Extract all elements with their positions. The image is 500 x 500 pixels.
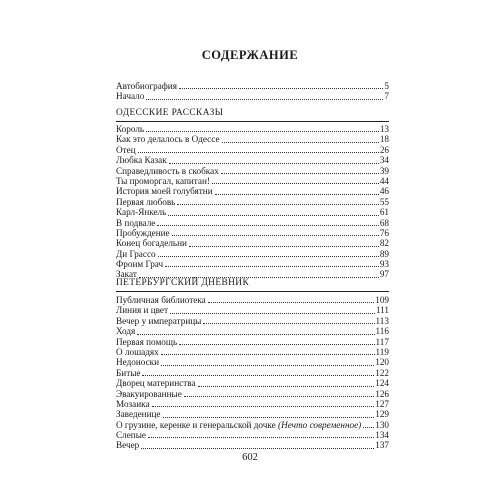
toc-entry-title xyxy=(116,197,175,207)
toc-entry-title xyxy=(116,186,213,196)
toc-entry-page: 61 xyxy=(379,207,389,218)
toc-entry-title-text: Фроим Грач xyxy=(116,259,164,270)
toc-entry-page: 113 xyxy=(375,315,389,326)
dot-leader xyxy=(222,142,379,143)
toc-entry-title xyxy=(116,420,361,430)
toc-entry xyxy=(116,378,389,388)
toc-entry-title xyxy=(116,389,182,399)
toc-entry-title xyxy=(116,134,220,144)
toc-entry-title xyxy=(116,409,161,419)
toc-entry-title-text: Пробуждение xyxy=(116,227,170,238)
toc-entry-title xyxy=(116,347,159,357)
dot-leader xyxy=(161,365,374,366)
toc-entry-title xyxy=(116,228,170,238)
toc-entry-page: 120 xyxy=(375,357,389,368)
toc-entry xyxy=(116,197,389,207)
toc-entry-title xyxy=(116,176,210,186)
section-rule-odessa xyxy=(116,121,389,122)
toc-entry-page: 34 xyxy=(379,155,389,166)
toc-entry-title xyxy=(116,249,156,259)
toc-entry xyxy=(116,347,389,357)
toc-entry-title xyxy=(116,155,167,165)
toc-entry-title-text: Мозаика xyxy=(116,398,150,409)
toc-entry-page: 5 xyxy=(384,81,389,91)
toc-entry-title xyxy=(116,440,139,450)
toc-entry xyxy=(116,357,389,367)
toc-entry-title xyxy=(116,316,201,326)
dot-leader xyxy=(142,375,374,376)
toc-entry-title-text: Начало xyxy=(116,91,145,102)
toc-entry-title-text: Как это делалось в Одессе xyxy=(116,134,220,145)
toc-entry-title-text: Дворец материнства xyxy=(116,378,196,389)
toc-entry-page: 82 xyxy=(379,238,389,249)
dot-leader xyxy=(215,194,379,195)
page-number: 602 xyxy=(242,452,258,463)
toc-entry-title xyxy=(116,295,206,305)
dot-leader xyxy=(146,131,379,132)
toc-entry-title xyxy=(116,399,150,409)
toc-entry-title-text: Справедливость в скобках xyxy=(116,165,219,176)
toc-entry-title-text: Слепые xyxy=(116,430,146,441)
toc-entry-title xyxy=(116,378,196,388)
toc-entry-page: 26 xyxy=(379,144,389,155)
toc-entry-page: 39 xyxy=(379,165,389,176)
toc-entry-title-text: Король xyxy=(116,124,145,134)
toc-entry-title-text: Эвакуированные xyxy=(116,388,182,399)
toc-entry-page: 116 xyxy=(375,326,389,337)
toc-entry-title xyxy=(116,145,136,155)
toc-entry xyxy=(116,218,389,228)
toc-entry-title xyxy=(116,430,146,440)
toc-entry-title-text: Линия и цвет xyxy=(116,305,169,316)
odessa-entries xyxy=(116,124,389,280)
toc-entry xyxy=(116,420,389,430)
dot-leader xyxy=(177,204,378,205)
toc-entry-page: 89 xyxy=(379,248,389,259)
toc-entry-page: 111 xyxy=(375,305,389,316)
toc-entry-page: 76 xyxy=(379,227,389,238)
toc-entry-title xyxy=(116,124,144,134)
section-rule-petersburg xyxy=(116,291,389,292)
dot-leader xyxy=(179,344,374,345)
toc-entry xyxy=(116,305,389,315)
toc-entry-title-text: Битые xyxy=(116,367,141,378)
toc-entry-title-text: Автобиография xyxy=(116,81,177,91)
toc-entry-title xyxy=(116,368,140,378)
toc-entry-page: 18 xyxy=(379,134,389,145)
toc-entry xyxy=(116,316,389,326)
dot-leader xyxy=(189,246,379,247)
dot-leader xyxy=(169,163,379,164)
toc-entry-title-text: Заведенице xyxy=(116,409,161,420)
toc-entry xyxy=(116,228,389,238)
toc-entry-title-text: Вечер у императрицы xyxy=(116,315,202,326)
dot-leader xyxy=(148,437,374,438)
petersburg-entries xyxy=(116,295,389,451)
toc-entry xyxy=(116,389,389,399)
toc-entry-title xyxy=(116,218,155,228)
toc-entry xyxy=(116,134,389,144)
toc-entry-page: 130 xyxy=(375,419,389,430)
toc-entry-page: 119 xyxy=(375,346,389,357)
toc-entry-title-text: Ди Грассо xyxy=(116,248,156,259)
toc-entry xyxy=(116,155,389,165)
dot-leader xyxy=(212,183,379,184)
toc-entry-page: 117 xyxy=(375,336,389,347)
section-heading-odessa: ОДЕССКИЕ РАССКАЗЫ xyxy=(116,108,224,118)
toc-entry xyxy=(116,249,389,259)
toc-entry-title-text: История моей голубятни xyxy=(116,186,213,197)
toc-entry xyxy=(116,166,389,176)
dot-leader xyxy=(168,215,378,216)
dot-leader xyxy=(170,313,375,314)
toc-entry-title-text: Недоноски xyxy=(116,357,160,368)
dot-leader xyxy=(146,99,383,100)
section-heading-petersburg: ПЕТЕРБУРГСКИЙ ДНЕВНИК xyxy=(116,278,250,288)
toc-entry-title xyxy=(116,207,166,217)
toc-entry-page: 7 xyxy=(384,91,389,102)
toc-entry xyxy=(116,440,389,450)
page-title: СОДЕРЖАНИЕ xyxy=(201,48,299,62)
dot-leader xyxy=(163,417,375,418)
toc-entry-page: 97 xyxy=(379,269,389,280)
toc-entry xyxy=(116,124,389,134)
toc-entry xyxy=(116,337,389,347)
toc-entry-title-text: Отец xyxy=(116,144,136,155)
toc-entry xyxy=(116,399,389,409)
toc-entry-title xyxy=(116,326,135,336)
intro-entries xyxy=(116,81,389,102)
toc-entry-title xyxy=(116,259,163,269)
toc-entry xyxy=(116,145,389,155)
toc-entry-title-text: Публичная библиотека xyxy=(116,295,206,305)
toc-entry-title xyxy=(116,81,177,91)
dot-leader xyxy=(184,396,374,397)
toc-entry-page: 126 xyxy=(375,388,389,399)
toc-entry xyxy=(116,326,389,336)
toc-entry-title-text: Закат xyxy=(116,269,137,280)
dot-leader xyxy=(138,152,379,153)
dot-leader xyxy=(363,427,374,428)
toc-entry-title-text: Любка Казак xyxy=(116,155,167,166)
toc-entry-page: 127 xyxy=(375,398,389,409)
toc-entry-title xyxy=(116,238,187,248)
dot-leader xyxy=(165,266,379,267)
dot-leader xyxy=(141,448,374,449)
toc-entry-title-text: Ходя xyxy=(116,326,136,337)
toc-entry-title-text: Первая помощь xyxy=(116,336,178,347)
dot-leader xyxy=(203,323,374,324)
toc-entry-subtitle: (Нечто современное) xyxy=(278,419,362,430)
toc-entry-page: 109 xyxy=(375,295,389,305)
toc-entry xyxy=(116,295,389,305)
toc-entry xyxy=(116,207,389,217)
toc-entry-title xyxy=(116,337,177,347)
toc-entry-title xyxy=(116,91,144,101)
toc-entry-page: 122 xyxy=(375,367,389,378)
toc-entry-page: 129 xyxy=(375,409,389,420)
toc-entry xyxy=(116,238,389,248)
dot-leader xyxy=(158,256,379,257)
toc-entry-page: 134 xyxy=(375,430,389,441)
toc-entry xyxy=(116,81,389,91)
dot-leader xyxy=(157,225,378,226)
toc-entry xyxy=(116,368,389,378)
dot-leader xyxy=(137,334,374,335)
toc-entry xyxy=(116,409,389,419)
toc-entry-title-text: Вечер xyxy=(116,440,140,451)
toc-entry-title-text: Карл-Янкель xyxy=(116,207,167,218)
dot-leader xyxy=(161,354,375,355)
toc-entry-page: 68 xyxy=(379,217,389,228)
dot-leader xyxy=(221,173,379,174)
dot-leader xyxy=(198,386,375,387)
toc-entry-page: 137 xyxy=(375,440,389,451)
toc-entry-title xyxy=(116,305,168,315)
toc-entry-title-text: О грузине, керенке и генеральской дочке xyxy=(116,419,276,430)
dot-leader xyxy=(208,302,375,303)
dot-leader xyxy=(172,235,379,236)
toc-entry-page: 46 xyxy=(379,186,389,197)
dot-leader xyxy=(152,406,375,407)
toc-entry-title xyxy=(116,166,219,176)
toc-entry-title-text: Первая любовь xyxy=(116,196,176,207)
toc-entry-page: 55 xyxy=(379,196,389,207)
toc-entry-title-text: Ты проморгал, капитан! xyxy=(116,175,210,186)
toc-entry-page: 44 xyxy=(379,175,389,186)
toc-entry-page: 93 xyxy=(379,259,389,270)
toc-entry xyxy=(116,430,389,440)
toc-entry-page: 13 xyxy=(379,124,389,134)
toc-entry-title xyxy=(116,357,159,367)
toc-entry-page: 124 xyxy=(375,378,389,389)
toc-entry xyxy=(116,186,389,196)
toc-entry xyxy=(116,91,389,101)
toc-entry xyxy=(116,176,389,186)
toc-entry-title-text: О лошадях xyxy=(116,346,159,357)
toc-entry xyxy=(116,259,389,269)
toc-entry-title-text: В подвале xyxy=(116,217,156,228)
dot-leader xyxy=(179,88,383,89)
toc-entry-title-text: Конец богадельни xyxy=(116,238,187,249)
